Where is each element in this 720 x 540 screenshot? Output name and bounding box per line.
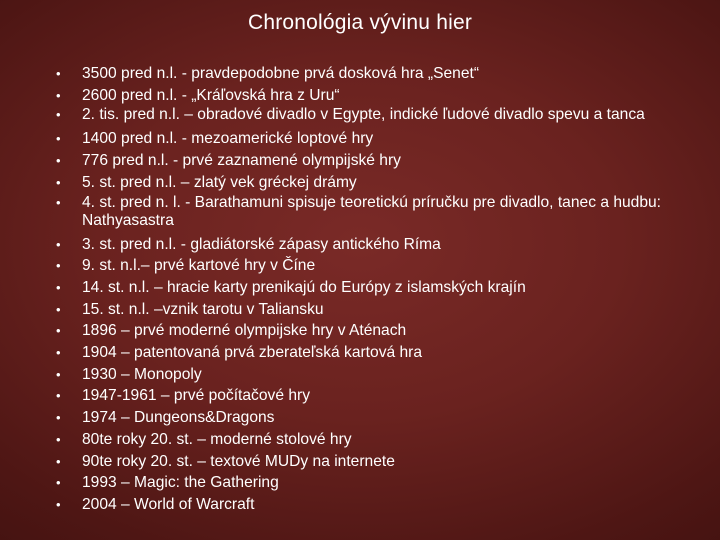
- list-item: [52, 364, 702, 386]
- bullet-icon: •: [56, 496, 61, 512]
- list-item-text: 776 pred n.l. - prvé zaznamené olympijské hry: [82, 152, 401, 170]
- bullet-icon: •: [56, 323, 61, 339]
- bullet-icon: •: [56, 236, 61, 252]
- list-item-text: 3. st. pred n.l. - gladiátorské zápasy antického Ríma: [82, 235, 441, 253]
- bullet-icon: •: [56, 453, 61, 469]
- list-item: [52, 172, 702, 194]
- bullet-icon: •: [56, 194, 61, 210]
- list-item-text: 3500 pred n.l. - pravdepodobne prvá dosková hra „Senet“: [82, 65, 480, 82]
- bullet-icon: •: [56, 131, 61, 147]
- list-item-text: 1400 pred n.l. - mezoamerické loptové hry: [82, 130, 374, 148]
- bullet-icon: •: [56, 301, 61, 317]
- bullet-icon: •: [56, 107, 61, 123]
- bullet-icon: •: [56, 279, 61, 295]
- list-item: [52, 429, 702, 451]
- bullet-icon: •: [56, 431, 61, 447]
- bullet-icon: •: [56, 366, 61, 382]
- bullet-list: [52, 63, 702, 516]
- list-item-text: 1974 – Dungeons&Dragons: [82, 409, 275, 427]
- list-item-text: 1896 – prvé moderné olympijske hry v Aténach: [82, 322, 407, 340]
- bullet-icon: •: [56, 388, 61, 404]
- bullet-icon: •: [56, 410, 61, 426]
- bullet-icon: •: [56, 87, 61, 103]
- list-item-text: 1904 – patentovaná prvá zberateľská kartová hra: [82, 344, 423, 362]
- list-item-text: 1947-1961 – prvé počítačové hry: [82, 387, 310, 405]
- bullet-icon: •: [56, 174, 61, 190]
- list-item: [52, 277, 702, 299]
- list-item: [52, 150, 702, 172]
- list-item: [52, 194, 702, 230]
- list-item-text: 2600 pred n.l. - „Kráľovská hra z Uru“: [82, 86, 340, 104]
- list-item: [52, 255, 702, 277]
- list-item-text: 9. st. n.l.– prvé kartové hry v Číne: [82, 257, 316, 275]
- bullet-icon: •: [56, 66, 61, 81]
- list-item-text: 4. st. pred n. l. - Barathamuni spisuje teoretickú príručku pre divadlo, tanec a hudbu: Nathyasastra: [82, 193, 662, 229]
- list-item: [52, 63, 702, 85]
- list-item: [52, 451, 702, 473]
- slide-title: Chronológia vývinu hier: [247, 11, 473, 34]
- bullet-icon: •: [56, 475, 61, 491]
- list-item: [52, 85, 702, 107]
- list-item-text: 90te roky 20. st. – textové MUDy na internete: [82, 452, 395, 470]
- list-item: [52, 128, 702, 150]
- list-item-text: 5. st. pred n.l. – zlatý vek gréckej drámy: [82, 173, 357, 191]
- list-item: [52, 299, 702, 321]
- list-item-text: 80te roky 20. st. – moderné stolové hry: [82, 430, 352, 448]
- list-item: [52, 407, 702, 429]
- list-item-text: 2. tis. pred n.l. – obradové divadlo v Egypte, indické ľudové divadlo spevu a tanca: [82, 106, 645, 124]
- list-item: [52, 106, 702, 124]
- bullet-icon: •: [56, 345, 61, 361]
- list-item-text: 14. st. n.l. – hracie karty prenikajú do Európy z islamských krajín: [82, 278, 526, 296]
- list-item: [52, 494, 702, 516]
- list-item-text: 1930 – Monopoly: [82, 365, 202, 383]
- bullet-icon: •: [56, 258, 61, 274]
- list-item: [52, 342, 702, 364]
- list-item: [52, 472, 702, 494]
- list-item-text: 1993 – Magic: the Gathering: [82, 474, 279, 492]
- list-item: [52, 320, 702, 342]
- list-item: [52, 234, 702, 256]
- list-item-text: 15. st. n.l. –vznik tarotu v Taliansku: [82, 300, 324, 318]
- bullet-icon: •: [56, 153, 61, 169]
- list-item: [52, 385, 702, 407]
- list-item-text: 2004 – World of Warcraft: [82, 495, 255, 513]
